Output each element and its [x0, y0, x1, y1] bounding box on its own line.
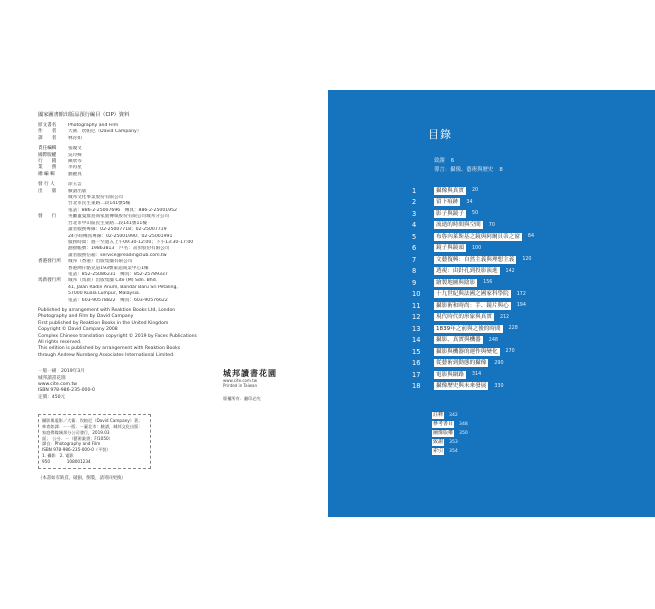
print-line: 定價：450元: [38, 394, 66, 400]
toc-front-item: [434, 166, 503, 175]
toc-back-item[interactable]: [432, 438, 468, 447]
toc-chapter[interactable]: [412, 335, 642, 347]
chapter-title: 攝像歷史與未來發展: [436, 383, 487, 390]
toc-back-page: 342: [449, 413, 458, 418]
chapter-number: 3: [412, 209, 417, 218]
chapter-page: 156: [483, 280, 493, 286]
staff-row-label: 國際版權: [38, 152, 57, 158]
publisher-row-label: 香港發行所: [38, 259, 61, 265]
meta-row-value: 林育如: [68, 135, 82, 141]
staff-row-value: 劉麗真: [68, 171, 82, 177]
chapter-page: 50: [471, 211, 479, 217]
chapter-title: 流逝的時間與空間: [436, 222, 481, 229]
publisher-row-label: 出 版: [38, 188, 57, 194]
publisher-row-value: 讀者服務信箱：service@readingclub.com.tw: [68, 252, 167, 258]
bottom-note: （本書如有缺頁、破損、倒裝，請寄回更換）: [38, 475, 126, 481]
publisher-row-value: 服務時間：週一至週五上午09:30-12:00；下午13:30-17:00: [68, 239, 194, 245]
toc-chapter[interactable]: [412, 266, 642, 278]
chapter-number: 4: [412, 221, 417, 230]
toc-back-page: 350: [459, 431, 468, 436]
chapter-page: 212: [499, 314, 510, 320]
toc-chapter[interactable]: [412, 369, 642, 381]
chapter-page: 290: [494, 360, 504, 366]
toc-back-page: 348: [459, 422, 468, 427]
publisher-row-value: 城邦（香港）出版集團有限公司: [68, 259, 133, 265]
staff-row-value: 張瓊文: [68, 146, 82, 152]
toc-chapter[interactable]: [412, 208, 642, 220]
meta-row-label: 原文書名: [38, 123, 57, 128]
cip-data-box: [38, 414, 151, 468]
chapter-page: 120: [522, 257, 532, 263]
chapter-title: 透視：由針孔到投影演進: [436, 268, 498, 275]
publisher-row-label: [38, 298, 68, 304]
publisher-row-value: 41, Jalan Radin Anum, Bandar Baru Sri Petaling,: [68, 284, 178, 290]
print-info-row: [38, 369, 293, 402]
chapter-number: 17: [412, 370, 421, 379]
chapter-number: 15: [412, 347, 421, 356]
publisher-row-value: 英屬蓋曼群島商家庭傳媒股份有限公司城邦分公司: [68, 214, 170, 220]
chapter-title: 1839年之前與之後的時間: [436, 325, 501, 332]
toc-front-label: 導言：攝像、藝術與歷史: [434, 167, 494, 173]
chapter-title: 攝像與真實: [436, 187, 464, 194]
publisher-row-value: 劃撥帳號：19863813 戶名：書虫股份有限公司: [68, 246, 170, 252]
logo-subtitle: Printed in Taiwan: [223, 383, 257, 389]
cip-line: ISBN 978-986-235-000-0（平裝）: [42, 447, 111, 453]
chapter-number: 18: [412, 382, 421, 391]
english-line: Complex Chinese translation copyright © 2019 by Faces Publications: [38, 333, 197, 339]
english-line: through Andrew Nurnberg Associates International Limited.: [38, 352, 175, 358]
toc-back-page: 354: [449, 449, 458, 454]
english-line: First published by Reaktion Books in the United Kingdom: [38, 320, 169, 326]
chapter-title: 電影與網路: [436, 371, 464, 378]
cip-line: 家庭傳媒城邦分公司發行，2019.03: [42, 429, 110, 435]
chapter-page: 84: [527, 234, 535, 240]
meta-row-label: 譯 者: [38, 135, 57, 141]
publisher-row-value: 台北市中山區民生東路二段141號11樓: [68, 220, 147, 226]
toc-back-label: 參考書目: [433, 421, 454, 427]
chapter-page: 248: [488, 337, 498, 343]
chapter-title: 繪製地圖與陰影: [436, 279, 476, 286]
toc-chapter[interactable]: [412, 231, 642, 243]
toc-chapter[interactable]: [412, 289, 642, 301]
toc-back-label: 圖像版權: [433, 430, 454, 436]
cip-line: 林育如譯．－一版．－臺北市：臉譜，城邦文化出版：: [42, 424, 143, 430]
chapter-title: 現代時代的形象與真實: [436, 314, 492, 321]
chapter-title: 攝影與機器的運作與變化: [436, 348, 498, 355]
chapter-title: 攝影、真實與機器: [436, 337, 481, 344]
chapter-title: 鏡子與鏡頭: [436, 245, 464, 252]
chapter-number: 2: [412, 198, 417, 207]
chapter-number: 1: [412, 186, 417, 195]
publisher-row-value: 24小時傳真專線：02-25001990；02-25001991: [68, 233, 173, 239]
chapter-number: 11: [412, 301, 421, 310]
toc-back-label: 註釋: [433, 412, 444, 418]
staff-row-label: 總 編 輯: [38, 171, 55, 177]
toc-back-page: 353: [449, 440, 458, 445]
toc-back-label: 致謝: [433, 439, 444, 445]
staff-row-value: 吳玲緯: [68, 152, 82, 158]
chapter-page: 172: [516, 291, 526, 297]
logo-url: www.cite.com.tw: [223, 378, 257, 384]
chapter-title: 留下痕跡: [436, 199, 459, 206]
publisher-row-label: 發 行: [38, 214, 57, 220]
toc-chapter[interactable]: [412, 220, 642, 232]
print-line: www.cite.com.tw: [38, 382, 78, 388]
meta-row: [38, 136, 293, 142]
toc-chapter[interactable]: [412, 381, 642, 393]
toc-chapter[interactable]: [412, 243, 642, 255]
meta-row-label: 作 者: [38, 129, 57, 135]
chapter-page: 142: [505, 268, 515, 274]
cip-line: 950 108001234: [42, 458, 91, 464]
print-line: ISBN 978-986-235-000-0: [38, 388, 95, 394]
chapter-number: 9: [412, 278, 417, 287]
cip-line: 譯自：Photography and Film: [42, 441, 101, 447]
publisher-row-label: 馬新發行所: [38, 278, 61, 284]
chapter-title: 文藝復興：自然主義與理想主義: [436, 256, 515, 263]
chapter-title: 布魯內萊斯基之鏡與阿爾貝蒂之窗: [436, 233, 520, 240]
toc-front-matter: [434, 157, 503, 175]
english-line: Published by arrangement with Reaktion Books Ltd, London: [38, 307, 176, 313]
chapter-title: 攝影術和時尚：手、鏡片與心: [436, 302, 509, 309]
logo-name: 城邦讀書花園: [223, 369, 277, 379]
toc-front-label: 致謝: [434, 158, 445, 164]
copyright-block: [38, 112, 293, 481]
toc-chapter[interactable]: [412, 277, 642, 289]
staff-row: [38, 172, 293, 178]
meta-rows: [38, 123, 293, 142]
toc-back-item[interactable]: [432, 411, 468, 420]
chapter-page: 20: [471, 188, 479, 194]
rights-note: 版權所有．翻印必究: [223, 396, 261, 402]
chapter-number: 16: [412, 359, 421, 368]
staff-row-label: 行 銷: [38, 159, 57, 165]
print-line: 城邦讀書花園: [38, 375, 66, 381]
cip-line: 1. 攝影 2. 電影: [42, 453, 74, 458]
english-line: Photography and Film by David Campany: [38, 314, 134, 320]
cip-line: 攝影與電影／大衛．坎帕尼（David Campany）著；: [42, 418, 143, 424]
toc-back-item[interactable]: [432, 447, 468, 456]
chapter-number: 10: [412, 290, 421, 299]
toc-chapter[interactable]: [412, 312, 642, 324]
publisher-row-value: 城邦（馬新）出版集團 Cite (M) Sdn. Bhd.: [68, 278, 158, 284]
publisher-row-value: 57000 Kuala Lumpur, Malaysia.: [68, 291, 141, 297]
chapter-number: 14: [412, 336, 421, 345]
publisher-row-value: 臉譜出版: [68, 188, 87, 194]
toc-chapter[interactable]: [412, 323, 642, 335]
publisher-row-value: 電話：852-25086231 傳真：852-25789337: [68, 271, 168, 277]
chapter-page: 330: [494, 383, 504, 389]
chapter-number: 5: [412, 232, 417, 241]
toc-chapter[interactable]: [412, 197, 642, 209]
print-line: 一版一刷 2019年3月: [38, 369, 85, 375]
toc-back-label: 索引: [433, 448, 444, 454]
publisher-row-value: 電話：603-90578822 傳真：603-90576622: [68, 297, 168, 303]
toc-chapters: [412, 185, 642, 392]
publisher-row-value: 台北市民生東路二段141號5樓: [68, 201, 131, 207]
cip-line: 面； 公分．－（藝術叢書；FI1050）: [42, 435, 113, 441]
meta-row-value: 大衛．坎帕尼（David Campany）: [68, 129, 142, 135]
toc-front-item: [434, 157, 503, 166]
chapter-number: 8: [412, 267, 417, 276]
staff-rows: [38, 146, 293, 178]
toc-chapter[interactable]: [412, 300, 642, 312]
publisher-row: [38, 298, 293, 304]
toc-title: 目錄: [428, 128, 452, 141]
chapter-page: 270: [505, 349, 515, 355]
english-line: All rights reserved.: [38, 340, 82, 345]
print-lines: [38, 369, 95, 402]
english-line: Copyright © David Campany 2008: [38, 327, 118, 333]
toc-front-page: 8: [499, 167, 503, 173]
chapter-title: 從藝術到動態的攝像: [436, 360, 487, 367]
chapter-page: 70: [488, 222, 495, 228]
chapter-title: 十九世紀與法國之國家科學院: [436, 291, 509, 298]
chapter-number: 6: [412, 244, 417, 253]
staff-row-value: 陳欣岑: [68, 159, 82, 165]
toc-chapter[interactable]: [412, 185, 642, 197]
publisher-row-label: 發 行 人: [38, 182, 55, 188]
chapter-number: 13: [412, 324, 421, 333]
staff-row-label: 責任編輯: [38, 146, 57, 152]
chapter-page: 100: [471, 245, 482, 251]
chapter-number: 12: [412, 313, 421, 322]
chapter-title: 影子與鏡子: [436, 210, 464, 217]
publisher-row-value: 香港灣仔駱克道193號東超商業中心1樓: [68, 265, 149, 271]
publisher-row-value: 涂玉雲: [68, 182, 82, 188]
chapter-number: 7: [412, 255, 417, 264]
chapter-page: 34: [466, 199, 473, 205]
publisher-rows: [38, 182, 293, 304]
publisher-row-value: 讀者服務專線：02-25007718；02-25007719: [68, 227, 167, 233]
english-line: This edition is published by arrangement with Reaktion Books: [38, 346, 181, 352]
chapter-page: 194: [516, 303, 526, 309]
english-copyright-lines: [38, 308, 293, 359]
toc-back-item[interactable]: [432, 429, 468, 438]
toc-front-page: 6: [450, 158, 455, 164]
meta-row-value: Photography and Film: [68, 123, 119, 128]
publisher-row-value: 城邦文化事業股份有限公司: [68, 195, 124, 201]
chapter-page: 228: [508, 326, 518, 332]
toc-chapter[interactable]: [412, 346, 642, 358]
staff-row-label: 業 務: [38, 165, 57, 171]
publisher-row-value: 電話：886-2-25007696 傳真：886-2-25001952: [68, 207, 177, 213]
cip-heading: 國家圖書館出版品預行編目（CIP）資料: [38, 112, 130, 118]
toc-back-item[interactable]: [432, 420, 468, 429]
chapter-page: 314: [471, 372, 482, 378]
toc-back-matter: [432, 411, 468, 456]
toc-page: [328, 90, 655, 517]
toc-chapter[interactable]: [412, 254, 642, 266]
staff-row-value: 李再星: [68, 165, 82, 171]
publisher-logo: [223, 369, 293, 402]
toc-chapter[interactable]: [412, 358, 642, 370]
